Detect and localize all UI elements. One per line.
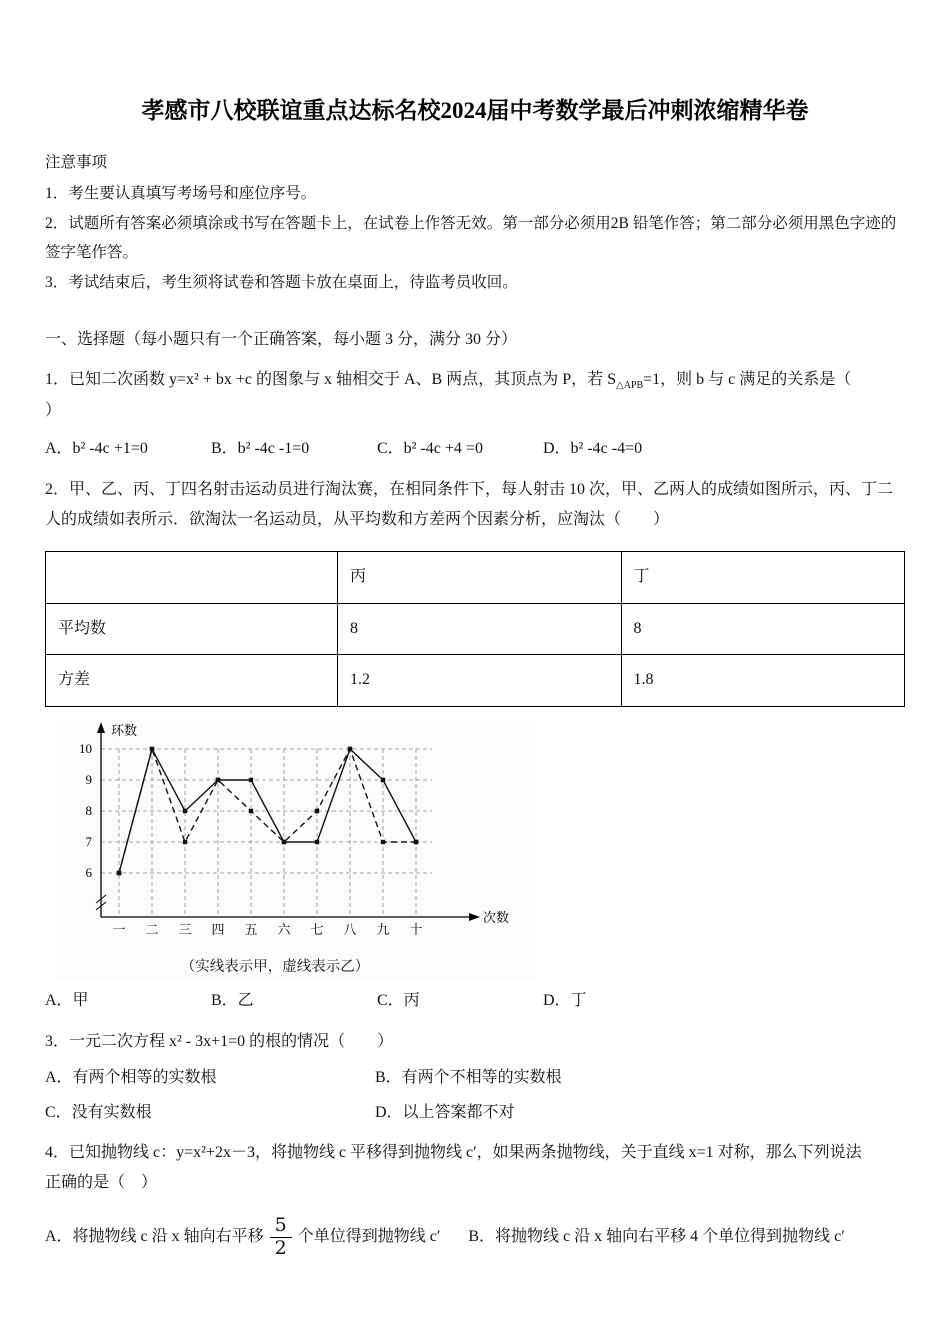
question-2 [45,475,905,1017]
table-cell: 平均数 [46,603,338,654]
notice-item-2: 2．试题所有答案必须填涂或书写在答题卡上，在试卷上作答无效。第一部分必须用2B 铅笔作答；第二部分必须用黑色字迹的签字笔作答。 [45,214,897,262]
q4-option-a-post: 个单位得到抛物线 c′ [297,1228,441,1246]
table-cell: 1.8 [621,655,904,706]
table-cell: 8 [338,603,621,654]
svg-text:六: 六 [277,921,291,937]
svg-text:五: 五 [244,921,258,937]
table-cell: 1.2 [338,655,621,706]
question-4 [45,1138,905,1267]
question-1 [45,365,905,464]
question-2-text: 2．甲、乙、丙、丁四名射击运动员进行淘汰赛，在相同条件下，每人射击 10 次，甲、乙两人的成绩如图所示，丙、丁二人的成绩如表所示．欲淘汰一名运动员，从平均数和方差两个因素分析，应淘汰（ ） [45,480,894,529]
table-row [46,603,905,654]
table-row [46,552,905,603]
q2-option-c: C．丙 [377,992,420,1010]
svg-text:6: 6 [85,864,92,880]
q1-option-c: C．b² -4c +4 =0 [377,440,483,458]
q3-option-d: D．以上答案都不对 [375,1103,515,1121]
notice-label: 注意事项 [45,153,108,171]
notice-item-1: 1．考生要认真填写考场号和座位序号。 [45,185,317,203]
score-table [45,551,905,706]
q4-option-a-pre: A．将抛物线 c 沿 x 轴向右平移 [45,1228,264,1246]
table-row [46,655,905,706]
fraction-five-halves [270,1215,292,1260]
q4-options [45,1209,905,1267]
svg-text:三: 三 [178,921,192,937]
q2-option-d: D．丁 [543,992,587,1010]
svg-text:环数: 环数 [111,722,138,738]
question-3-text: 3．一元二次方程 x² - 3x+1=0 的根的情况（ ） [45,1032,394,1050]
q2-option-b: B．乙 [211,992,254,1010]
svg-text:八: 八 [343,921,357,937]
chart-caption: （实线表示甲，虚线表示乙） [180,958,370,975]
svg-text:9: 9 [85,771,92,787]
fraction-numerator: 5 [270,1215,292,1238]
svg-text:次数: 次数 [483,909,510,925]
q3-options [45,1063,905,1128]
q1-close-paren: ） [45,401,62,419]
question-4-text-line1: 4．已知抛物线 c：y=x²+2x－3，将抛物线 c 平移得到抛物线 c′，如果两条抛物线，关于直线 x=1 对称，那么下列说法 [45,1143,862,1161]
shooting-line-chart [55,719,537,957]
shooting-figure [55,719,537,979]
notice-section [45,148,905,297]
q3-option-b: B．有两个不相等的实数根 [375,1069,562,1087]
q1-option-b: B．b² -4c -1=0 [211,440,310,458]
table-header-cell [46,552,338,603]
q1-option-a: A．b² -4c +1=0 [45,440,148,458]
page-title: 孝感市八校联谊重点达标名校2024届中考数学最后冲刺浓缩精华卷 [141,98,809,123]
svg-text:四: 四 [211,921,225,937]
q1-subscript: △APB [616,380,644,392]
question-4-text-line2: 正确的是（ ） [45,1174,158,1192]
q3-option-c: C．没有实数根 [45,1103,152,1121]
q1-text-post: =1，则 b 与 c 满足的关系是（ [643,371,852,389]
svg-text:九: 九 [376,921,390,937]
section-heading: 一、选择题（每小题只有一个正确答案，每小题 3 分，满分 30 分） [45,331,518,349]
notice-item-3: 3．考试结束后，考生须将试卷和答题卡放在桌面上，待监考员收回。 [45,273,518,291]
svg-text:8: 8 [85,802,92,818]
svg-text:一: 一 [112,921,126,937]
q4-option-b: B．将抛物线 c 沿 x 轴向右平移 4 个单位得到抛物线 c′ [468,1228,845,1246]
svg-text:7: 7 [85,833,92,849]
q1-options [45,434,905,464]
table-header-cell: 丁 [621,552,904,603]
table-header-cell: 丙 [338,552,621,603]
svg-text:七: 七 [310,921,324,937]
q1-option-d: D．b² -4c -4=0 [543,440,643,458]
table-cell: 方差 [46,655,338,706]
q2-options [45,986,905,1016]
question-3 [45,1027,905,1128]
question-1-text [45,365,905,395]
svg-text:10: 10 [79,740,92,756]
table-cell: 8 [621,603,904,654]
q3-option-a: A．有两个相等的实数根 [45,1069,217,1087]
svg-text:二: 二 [145,921,159,937]
q1-text-pre: 1．已知二次函数 y=x² + bx +c 的图象与 x 轴相交于 A、B 两点，其顶点为 P，若 S [45,371,616,389]
svg-text:十: 十 [409,921,423,937]
fraction-denominator: 2 [274,1237,287,1260]
q2-option-a: A．甲 [45,992,89,1010]
